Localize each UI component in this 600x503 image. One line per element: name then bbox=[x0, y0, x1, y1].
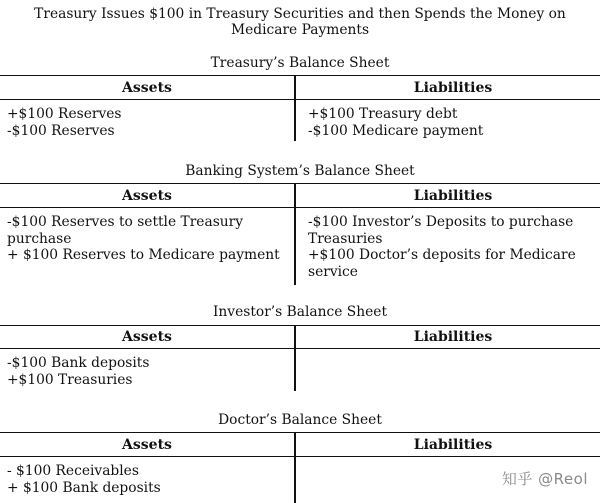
divider bbox=[0, 183, 600, 184]
divider bbox=[0, 456, 600, 457]
section-title-investor: Investor’s Balance Sheet bbox=[212, 304, 388, 320]
divider bbox=[0, 207, 600, 208]
section-title-banking-system: Banking System’s Balance Sheet bbox=[185, 163, 415, 179]
divider bbox=[0, 325, 600, 326]
divider bbox=[0, 432, 600, 433]
liabilities-header: Liabilities bbox=[413, 437, 493, 453]
column-divider bbox=[294, 75, 296, 141]
list-item: +$100 Doctor’s deposits for Medicare service bbox=[308, 247, 581, 280]
assets-list bbox=[7, 214, 292, 264]
divider bbox=[0, 75, 600, 76]
assets-list bbox=[7, 463, 292, 496]
list-item: +$100 Reserves bbox=[7, 106, 122, 122]
assets-list bbox=[7, 355, 292, 388]
column-divider bbox=[294, 325, 296, 391]
list-item: +$100 Treasuries bbox=[7, 371, 133, 388]
list-item: -$100 Medicare payment bbox=[308, 122, 484, 139]
liabilities-header: Liabilities bbox=[413, 329, 493, 345]
assets-header: Assets bbox=[122, 188, 172, 204]
list-item: -$100 Investor’s Deposits to purchase Treasuries bbox=[308, 214, 578, 247]
section-title-doctor: Doctor’s Balance Sheet bbox=[218, 412, 382, 428]
divider bbox=[0, 348, 600, 349]
watermark: 知乎 @Reol bbox=[501, 470, 588, 488]
list-item: - $100 Receivables bbox=[7, 463, 139, 479]
list-item: -$100 Reserves bbox=[7, 122, 115, 139]
liabilities-list bbox=[308, 214, 593, 280]
list-item: + $100 Bank deposits bbox=[7, 479, 161, 496]
list-item: + $100 Reserves to Medicare payment bbox=[7, 247, 280, 263]
assets-header: Assets bbox=[122, 329, 172, 345]
list-item: -$100 Bank deposits bbox=[7, 355, 150, 371]
assets-header: Assets bbox=[122, 80, 172, 96]
liabilities-header: Liabilities bbox=[413, 80, 493, 96]
divider bbox=[0, 99, 600, 100]
liabilities-header: Liabilities bbox=[413, 188, 493, 204]
list-item: -$100 Reserves to settle Treasury purchase bbox=[7, 214, 248, 247]
list-item: +$100 Treasury debt bbox=[308, 106, 458, 122]
assets-header: Assets bbox=[122, 437, 172, 453]
document-title: Treasury Issues $100 in Treasury Securities and then Spends the Money on Medicare Payments bbox=[34, 6, 566, 38]
column-divider bbox=[294, 183, 296, 285]
assets-list bbox=[7, 106, 292, 139]
section-title-treasury: Treasury’s Balance Sheet bbox=[210, 55, 390, 71]
liabilities-list bbox=[308, 106, 593, 139]
column-divider bbox=[294, 432, 296, 503]
